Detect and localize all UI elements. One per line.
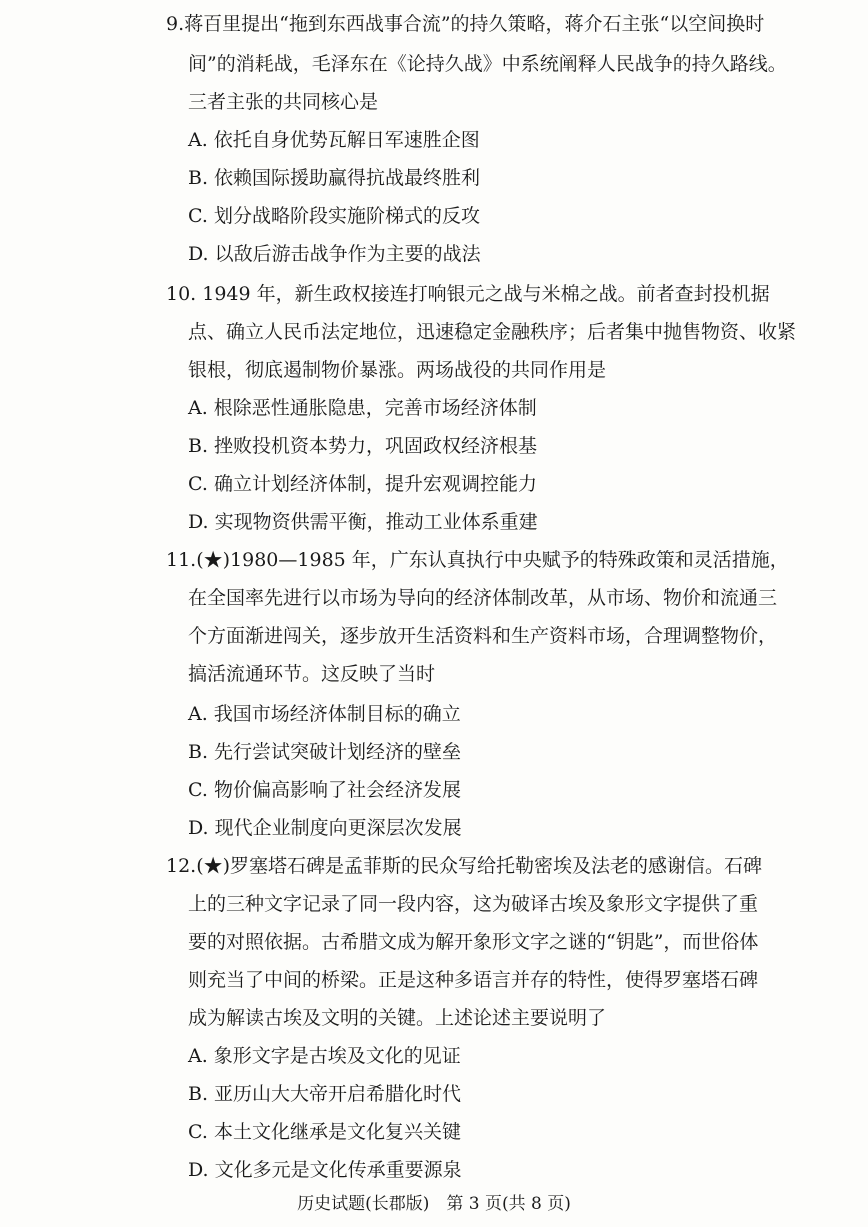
question-stem-line: 在全国率先进行以市场为导向的经济体制改革，从市场、物价和流通三 — [188, 587, 778, 609]
question-stem-line: 成为解读古埃及文明的关键。上述论述主要说明了 — [188, 1007, 607, 1029]
question-stem-line: 银根，彻底遏制物价暴涨。两场战役的共同作用是 — [188, 359, 607, 381]
question-stem-line: 则充当了中间的桥梁。正是这种多语言并存的特性，使得罗塞塔石碑 — [188, 969, 759, 991]
option-c: C. 物价偏高影响了社会经济发展 — [188, 779, 461, 801]
option-d: D. 文化多元是文化传承重要源泉 — [188, 1159, 462, 1181]
option-c: C. 本土文化继承是文化复兴关键 — [188, 1121, 461, 1143]
option-a: A. 象形文字是古埃及文化的见证 — [188, 1045, 461, 1067]
option-d: D. 现代企业制度向更深层次发展 — [188, 817, 462, 839]
question-stem-line: 间”的消耗战，毛泽东在《论持久战》中系统阐释人民战争的持久路线。 — [188, 53, 787, 75]
option-a: A. 根除恶性通胀隐患，完善市场经济体制 — [188, 397, 537, 419]
page-footer: 历史试题(长郡版) 第 3 页(共 8 页) — [297, 1194, 571, 1214]
question-stem-line: 10. 1949 年，新生政权接连打响银元之战与米棉之战。前者查封投机据 — [166, 283, 770, 305]
option-b: B. 依赖国际援助赢得抗战最终胜利 — [188, 167, 481, 189]
option-a: A. 依托自身优势瓦解日军速胜企图 — [188, 129, 480, 151]
question-stem-line: 9.蒋百里提出“拖到东西战事合流”的持久策略，蒋介石主张“以空间换时 — [166, 13, 765, 35]
question-stem-line: 搞活流通环节。这反映了当时 — [188, 663, 436, 685]
option-d: D. 实现物资供需平衡，推动工业体系重建 — [188, 511, 538, 533]
option-b: B. 先行尝试突破计划经济的壁垒 — [188, 741, 462, 763]
question-stem-line: 要的对照依据。古希腊文成为解开象形文字之谜的“钥匙”，而世俗体 — [188, 931, 759, 953]
option-a: A. 我国市场经济体制目标的确立 — [188, 703, 461, 725]
question-stem-line: 上的三种文字记录了同一段内容，这为破译古埃及象形文字提供了重 — [188, 893, 759, 915]
option-b: B. 挫败投机资本势力，巩固政权经济根基 — [188, 435, 538, 457]
option-d: D. 以敌后游击战争作为主要的战法 — [188, 243, 481, 265]
option-c: C. 划分战略阶段实施阶梯式的反攻 — [188, 205, 480, 227]
question-stem-line: 三者主张的共同核心是 — [188, 91, 379, 113]
question-stem-line: 点、确立人民币法定地位，迅速稳定金融秩序；后者集中抛售物资、收紧 — [188, 321, 797, 343]
option-c: C. 确立计划经济体制，提升宏观调控能力 — [188, 473, 537, 495]
question-stem-line: 11.(★)1980—1985 年，广东认真执行中央赋予的特殊政策和灵活措施， — [166, 549, 789, 571]
question-stem-line: 12.(★)罗塞塔石碑是孟菲斯的民众写给托勒密埃及法老的感谢信。石碑 — [166, 855, 763, 877]
option-b: B. 亚历山大大帝开启希腊化时代 — [188, 1083, 462, 1105]
question-stem-line: 个方面渐进闯关，逐步放开生活资料和生产资料市场，合理调整物价， — [188, 625, 778, 647]
